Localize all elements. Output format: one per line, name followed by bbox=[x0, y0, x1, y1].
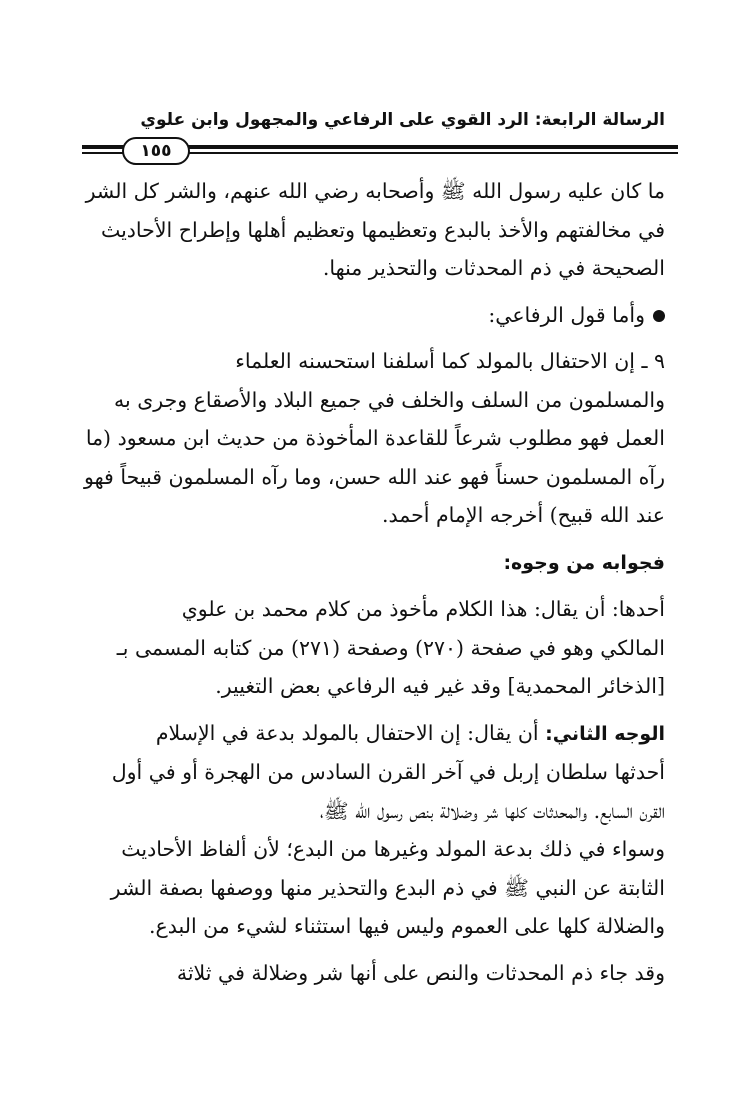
paragraph-9-line-3: العمل فهو مطلوب شرعاً للقاعدة المأخوذة من حديث ابن مسعود (ما bbox=[85, 426, 665, 450]
second-aspect-line-2: أحدثها سلطان إربل في آخر القرن السادس من الهجرة أو في أول bbox=[111, 760, 665, 784]
second-aspect-line-1-text: أن يقال: إن الاحتفال بالمولد بدعة في الإسلام bbox=[155, 720, 539, 745]
paragraph-9-line-1: ٩ ـ إن الاحتفال بالمولد كما أسلفنا استحسنه العلماء bbox=[235, 349, 665, 373]
running-header: الرسالة الرابعة: الرد القوي على الرفاعي والمجهول وابن علوي bbox=[140, 110, 665, 130]
body-text bbox=[73, 172, 665, 992]
second-aspect-line-1 bbox=[73, 714, 665, 754]
bullet-icon bbox=[653, 310, 665, 322]
second-aspect-line-6: والضلالة كلها على العموم وليس فيها استثناء لشيء من البدع. bbox=[149, 914, 665, 938]
paragraph-1-line-3: الصحيحة في ذم المحدثات والتحذير منها. bbox=[322, 256, 665, 280]
paragraph-1-line-2: في مخالفتهم والأخذ بالبدع وتعظيمها وتعظيم أهلها وإطراح الأحاديث bbox=[100, 217, 665, 242]
final-paragraph-line-1: وقد جاء ذم المحدثات والنص على أنها شر وضلالة في ثلاثة bbox=[176, 960, 665, 985]
answer-heading-text: فجوابه من وجوه: bbox=[503, 551, 665, 574]
paragraph-9-line-2: والمسلمون من السلف والخلف في جميع البلاد والأصقاع وجرى به bbox=[114, 387, 665, 412]
page-number-badge: ١٥٥ bbox=[122, 137, 190, 165]
header-rule bbox=[82, 137, 678, 165]
second-aspect-line-5: الثابتة عن النبي ﷺ في ذم البدع والتحذير منها ووصفها بصفة الشر bbox=[110, 875, 665, 900]
paragraph-1-line-1: ما كان عليه رسول الله ﷺ وأصحابه رضي الله عنهم، والشر كل الشر bbox=[85, 179, 665, 203]
first-aspect-line-1: أحدها: أن يقال: هذا الكلام مأخوذ من كلام محمد بن علوي bbox=[181, 597, 665, 621]
answer-heading bbox=[73, 543, 665, 583]
second-aspect-lead: الوجه الثاني: bbox=[545, 722, 665, 745]
first-aspect-line-3: [الذخائر المحمدية] وقد غير فيه الرفاعي بعض التغيير. bbox=[215, 674, 665, 698]
paragraph-9-line-4: رآه المسلمون حسناً فهو عند الله حسن، وما رآه المسلمون قبيحاً فهو bbox=[83, 464, 665, 489]
rifai-statement-heading-text: وأما قول الرفاعي: bbox=[488, 302, 645, 327]
rifai-statement-heading bbox=[73, 296, 665, 335]
first-aspect-line-2: المالكي وهو في صفحة (٢٧٠) وصفحة (٢٧١) من كتابه المسمى بـ bbox=[116, 635, 665, 660]
second-aspect-line-4: وسواء في ذلك بدعة المولد وغيرها من البدع؛ لأن ألفاظ الأحاديث bbox=[121, 837, 665, 861]
paragraph-9-line-5: عند الله قبيح) أخرجه الإمام أحمد. bbox=[381, 503, 665, 527]
second-aspect-line-3: القرن السابع. والمحدثات كلها شر وضلالة بنص رسول الله ﷺ، bbox=[319, 798, 665, 823]
